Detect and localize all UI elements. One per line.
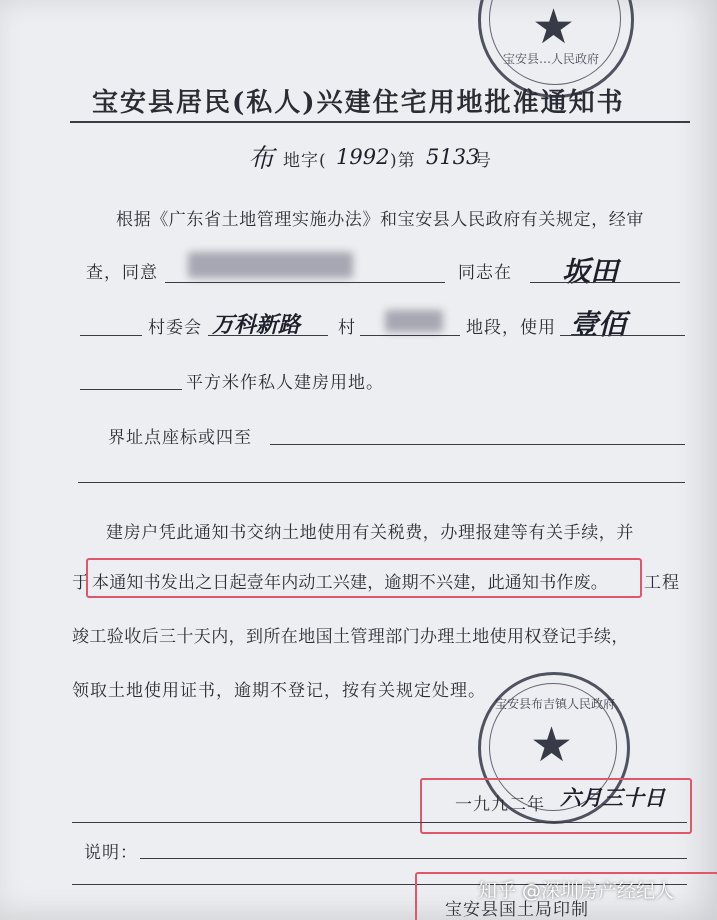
- number-handwritten: 5133: [426, 145, 480, 169]
- size-blank: [560, 335, 685, 336]
- date-highlight-box: [420, 778, 692, 834]
- para1-line3-c: 地段，使用: [466, 318, 556, 338]
- para2-line4: 领取土地使用证书，逾期不登记，按有关规定处理。: [72, 681, 486, 701]
- issuer: 宝安县国土局印制: [445, 900, 589, 920]
- boundary-blank-1: [270, 444, 685, 445]
- para1-line4: 平方米作私人建房用地。: [186, 373, 384, 393]
- area-blank: [530, 282, 680, 283]
- para1-line1: 根据《广东省土地管理实施办法》和宝安县人民政府有关规定，经审: [116, 210, 644, 230]
- redacted-name: [188, 252, 353, 278]
- boundary-blank-2: [78, 482, 685, 483]
- title-underline: [70, 121, 690, 123]
- para1-line2-a: 查，同意: [86, 263, 158, 283]
- para2-line3: 竣工验收后三十天内，到所在地国土管理部门办理土地使用权登记手续，: [72, 627, 629, 647]
- fill-area-handwritten: 坂田: [562, 255, 619, 288]
- remark-blank-1: [140, 858, 687, 859]
- blank-line3-start: [80, 335, 142, 336]
- fill-size-handwritten: 壹佰: [570, 308, 627, 341]
- number-prefix-handwritten: 布: [248, 144, 275, 174]
- sqm-blank: [80, 389, 182, 390]
- redacted-plot: [385, 310, 443, 332]
- star-icon: ★: [530, 717, 574, 773]
- star-icon: ★: [532, 0, 576, 55]
- para2-line1: 建房户凭此通知书交纳土地使用有关税费，办理报建等有关手续，并: [106, 523, 634, 543]
- number-label-2: )第: [390, 151, 416, 171]
- para1-line3-a: 村委会: [148, 318, 202, 338]
- village-blank: [208, 335, 328, 336]
- seal-text: 宝安县布吉镇人民政府: [495, 697, 616, 711]
- watermark: 知乎 @深圳房产经纪人: [478, 880, 675, 902]
- seal-text: 宝安县…人民政府: [503, 52, 600, 66]
- page-title: 宝安县居民(私人)兴建住宅用地批准通知书: [92, 88, 625, 118]
- fill-village-handwritten: 万科新路: [212, 312, 301, 338]
- name-blank: [165, 282, 445, 283]
- para2-line2-highlight: 本通知书发出之日起壹年内动工兴建，逾期不兴建，此通知书作废。: [92, 573, 608, 593]
- number-label-3: 号: [474, 151, 492, 171]
- remark-top-line: [72, 822, 687, 823]
- remark-label: 说明：: [84, 843, 138, 863]
- highlight-box: [86, 558, 642, 598]
- para1-line3-b: 村: [338, 318, 356, 338]
- boundary-label: 界址点座标或四至: [108, 428, 252, 448]
- para1-line2-b: 同志在: [458, 263, 512, 283]
- date-handwritten: 六月三十日: [560, 785, 665, 810]
- para2-line2-a: 于: [72, 573, 90, 593]
- para2-line2-b: 工程: [644, 573, 680, 593]
- number-label-1: 地字(: [283, 151, 327, 171]
- number-year-handwritten: 1992: [336, 145, 390, 169]
- plot-blank: [360, 335, 460, 336]
- date-printed: 一九九二年: [455, 795, 545, 815]
